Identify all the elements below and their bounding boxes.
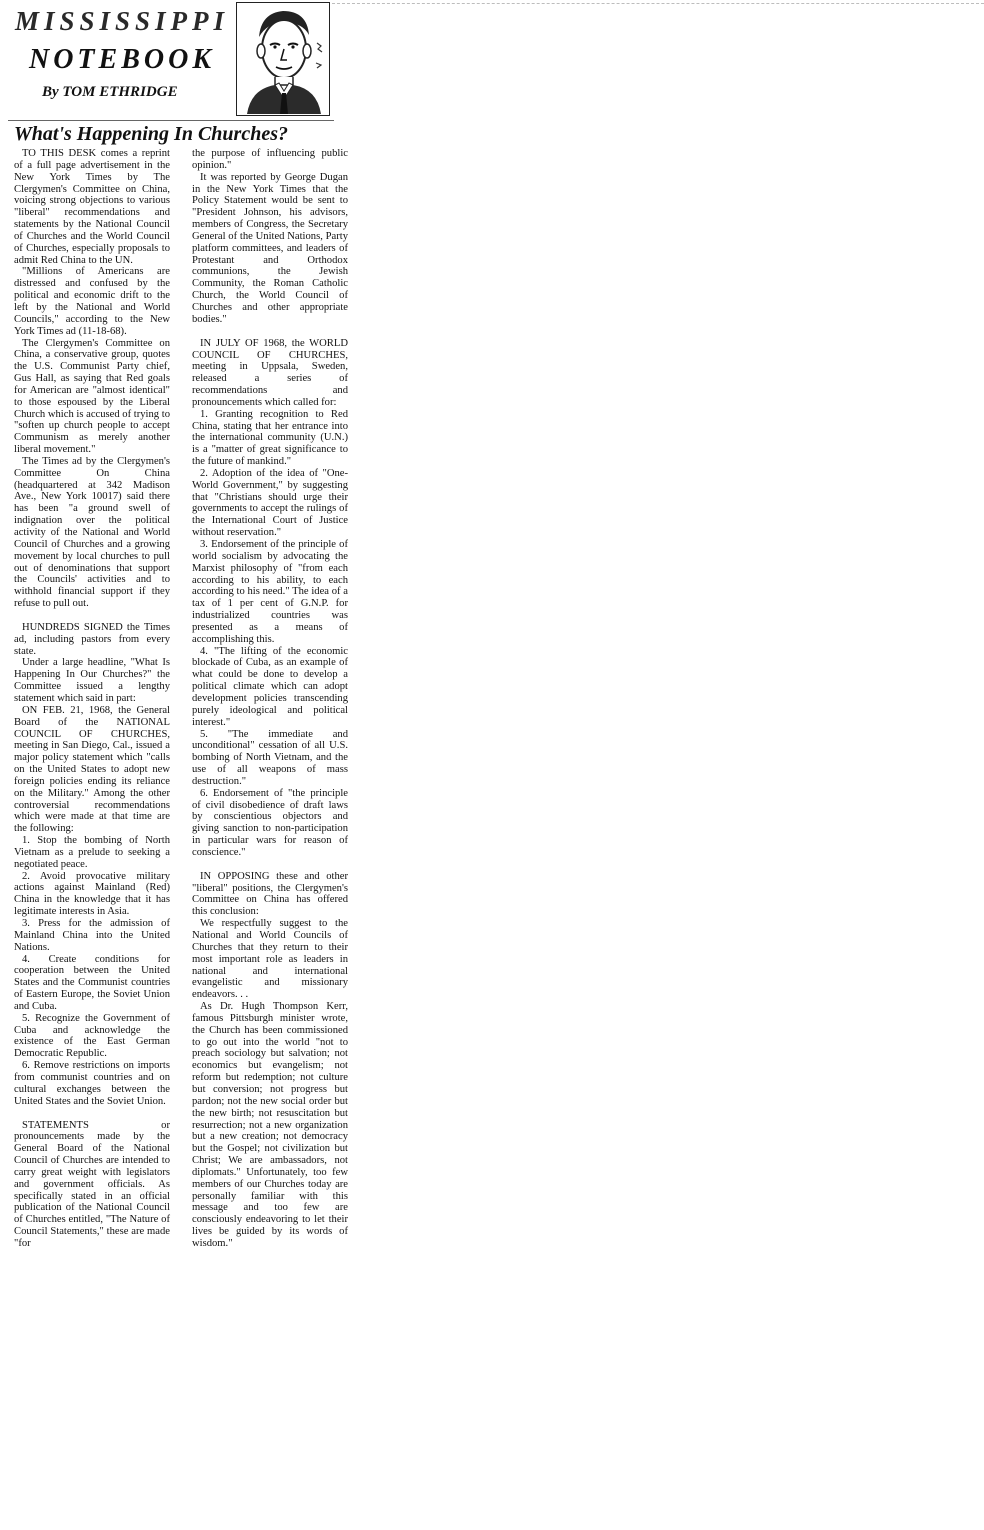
header-rule [8,120,334,121]
byline: By TOM ETHRIDGE [42,84,178,100]
paragraph: ON FEB. 21, 1968, the General Board of the NATIONAL COUNCIL OF CHURCHES, meeting in San Diego, Cal., issued a major policy statement which "calls on the United States to adopt new foreign policies ending its reliance on the Military." Among the other controversial recommendations which were made at that time are the following: [14,704,170,835]
paragraph: 3. Press for the admission of Mainland China into the United Nations. [14,918,170,953]
masthead [8,2,236,114]
paragraph: "Millions of Americans are distressed and confused by the political and economic drift to the left by the National and World Councils," according to the New York Times ad (11-18-68). [14,266,170,337]
author-portrait [236,2,330,116]
paragraph: 6. Endorsement of "the principle of civil disobedience of draft laws by conscientious objectors and giving sanction to non-participation in particular wars for reason of conscience." [192,787,348,858]
paragraph: It was reported by George Dugan in the New York Times that the Policy Statement would be sent to "President Johnson, his advisors, members of Congress, the Secretary General of the United Nations, Party platform committees, and leaders of Protestant and Orthodox communions, the Jewish Community, the Roman Catholic Church, the World Council of Churches and other appropriate bodies." [192,171,348,325]
paragraph: 4. "The lifting of the economic blockade of Cuba, as an example of what could be done to develop a political climate which can adopt development policies transcending purely ideological and political interest." [192,645,348,728]
paragraph: Under a large headline, "What Is Happening In Our Churches?" the Committee issued a lengthy statement which said in part: [14,657,170,704]
paragraph: 4. Create conditions for cooperation between the United States and the Communist countries of Eastern Europe, the Soviet Union and Cuba. [14,953,170,1012]
text-column-right [192,148,348,1250]
paragraph: We respectfully suggest to the National and World Councils of Churches that they return to their most important role as leaders in national and international evangelistic and missionary endeavors. . . [192,918,348,1001]
newspaper-clipping [4,2,348,1340]
masthead-title-line2: NOTEBOOK [28,44,215,75]
paragraph: IN JULY OF 1968, the WORLD COUNCIL OF CHURCHES, meeting in Uppsala, Sweden, released a series of recommendations and pronouncements which called for: [192,337,348,408]
paragraph: HUNDREDS SIGNED the Times ad, including pastors from every state. [14,621,170,657]
paragraph: As Dr. Hugh Thompson Kerr, famous Pittsburgh minister wrote, the Church has been commissioned to go out into the world "not to preach sociology but salvation; not economics but evangelism; not reform but redemption; not culture but conversion; not progress but pardon; not the new social order but the new birth; not resuscitation but resurrection; not a new organization but a new creation; not democracy but the Gospel; not civilization but Christ; We are ambassadors, not diplomats." Unfortunately, too few members of our Churches today are personally familiar with this message and too few are consciously endeavoring to let their lives be guided by its words of wisdom." [192,1001,348,1249]
headline: What's Happening In Churches? [14,123,288,145]
paragraph: TO THIS DESK comes a reprint of a full page advertisement in the New York Times by The Clergymen's Committee on China, voicing strong objections to various "liberal" recommendations and statements by the National Council of Churches and the World Council of Churches, especially proposals to admit Red China to the UN. [14,148,170,266]
paragraph: 6. Remove restrictions on imports from communist countries and on cultural exchanges between the United States and the Soviet Union. [14,1060,170,1107]
paragraph: 2. Adoption of the idea of "One-World Government," by suggesting that "Christians should urge their governments to accept the rulings of the International Court of Justice without reservation." [192,467,348,539]
paragraph: 1. Granting recognition to Red China, stating that her entrance into the international community (U.N.) is a "matter of great significance to the future of mankind." [192,408,348,468]
text-column-left [14,148,170,1250]
masthead-title-line1: MISSISSIPPI [14,6,230,36]
paragraph: IN OPPOSING these and other "liberal" positions, the Clergymen's Committee on China has offered this conclusion: [192,870,348,918]
paragraph: The Clergymen's Committee on China, a conservative group, quotes the U.S. Communist Party chief, Gus Hall, as saying that Red goals for American are "almost identical" to those espoused by the Liberal Church which is accused of trying to "soften up church people to accept Communism as merely another liberal movement." [14,337,170,456]
paragraph: 3. Endorsement of the principle of world socialism by advocating the Marxist philosophy of "from each according to his ability, to each according to his need." The idea of a tax of 1 per cent of G.N.P. for industrialized countries was presented as a means of accomplishing this. [192,539,348,645]
paragraph: 2. Avoid provocative military actions against Mainland (Red) China in the knowledge that it has legitimate interests in Asia. [14,870,170,918]
paragraph: STATEMENTS or pronouncements made by the General Board of the National Council of Churches are intended to carry great weight with legislators and government officials. As specifically stated in an official publication of the National Council of Churches entitled, "The Nature of Council Statements," these are made "for [14,1119,170,1249]
paragraph: the purpose of influencing public opinion." [192,148,348,171]
paragraph: 1. Stop the bombing of North Vietnam as a prelude to seeking a negotiated peace. [14,835,170,870]
paragraph: 5. "The immediate and unconditional" cessation of all U.S. bombing of North Vietnam, and the use of all weapons of mass destruction." [192,728,348,787]
paragraph: 5. Recognize the Government of Cuba and acknowledge the existence of the East German Democratic Republic. [14,1012,170,1060]
paragraph: The Times ad by the Clergymen's Committee On China (headquartered at 342 Madison Ave., New York 10017) said there has been "a ground swell of indignation over the political activity of the National and World Council of Churches and a growing movement by local churches to pull out of denominations that support the Councils' activities and to withhold financial support if they refuse to pull out. [14,455,170,610]
page-edge-dashes [332,3,984,4]
